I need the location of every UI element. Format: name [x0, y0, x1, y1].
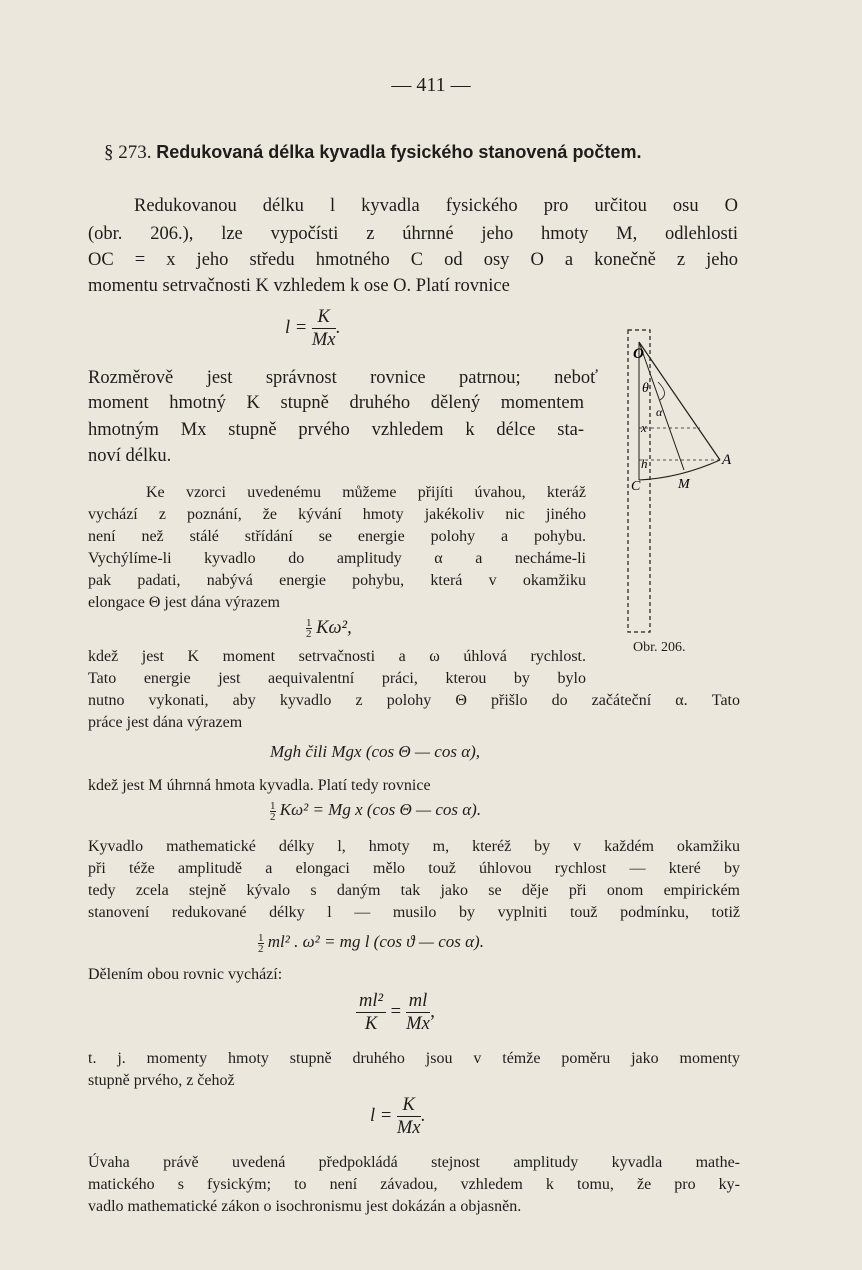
text-line: Kyvadlo mathematické délky l, hmoty m, kteréž by v každém okamžiku — [88, 838, 740, 855]
text-line: elongace Θ jest dána výrazem — [88, 594, 280, 611]
text-line: Dělením obou rovnic vychází: — [88, 966, 283, 983]
text-line: hmotným Mx stupně prvého vzhledem k délce sta- — [88, 420, 584, 440]
text-line: při téže amplitudě a elongaci mělo touž úhlovou rychlost — které by — [88, 860, 740, 877]
section-heading — [104, 142, 641, 164]
label-h: h — [641, 456, 648, 471]
text-line: (obr. 206.), lze vypočísti z úhrnné jeho hmoty M, odlehlosti — [88, 224, 738, 244]
label-C: C — [631, 479, 641, 494]
equation-result: l = $\frac{K}{Mx}$ . — [370, 1095, 426, 1138]
text-line: momentu setrvačnosti K vzhledem k ose O. Platí rovnice — [88, 276, 510, 296]
label-alpha: α — [656, 405, 663, 419]
text-line: kdež jest K moment setrvačnosti a ω úhlová rychlost. — [88, 648, 586, 665]
text-line: Redukovanou délku l kyvadla fysického pro určitou osu O — [134, 196, 738, 216]
label-O: O — [633, 346, 644, 362]
text-line: Rozměrově jest správnost rovnice patrnou; neboť — [88, 368, 598, 388]
equation-reduced-length: l = $\frac{K}{Mx}$ . — [285, 307, 341, 350]
text-line: matického s fysickým; to není závadou, vzhledem k tomu, že pro ky- — [88, 1176, 740, 1193]
text-line: kdež jest M úhrnná hmota kyvadla. Platí tedy rovnice — [88, 777, 431, 794]
label-A: A — [722, 452, 732, 468]
page-number: — 411 — — [391, 74, 471, 96]
text-line: t. j. momenty hmoty stupně druhého jsou v témže poměru jako momenty — [88, 1050, 740, 1067]
label-x: x — [641, 420, 647, 435]
text-line: vadlo mathematické zákon o isochronismu jest dokázán a objasněn. — [88, 1198, 522, 1215]
equation-energy-balance: $\frac{1}{2}$ Kω² = Mg x (cos Θ — cos α). — [270, 799, 482, 823]
alpha-arc — [658, 382, 665, 400]
equation-math-pendulum: $\frac{1}{2}$ ml² . ω² = mg l (cos ϑ — cos α). — [258, 931, 484, 955]
equation-ratio: $\frac{\text{ml²}}{K}$ = $\frac{ml}{Mx}$ , — [356, 990, 435, 1035]
pendulum-line-A — [639, 342, 720, 460]
text-line: moment hmotný K stupně druhého dělený momentem — [88, 393, 584, 413]
section-number: § 273. — [104, 142, 152, 163]
text-line: tedy zcela stejně kývalo s daným tak jako se děje při onom empirickém — [88, 882, 740, 899]
text-line: stupně prvého, z čehož — [88, 1072, 235, 1089]
text-line: práce jest dána výrazem — [88, 714, 243, 731]
text-line: stanovení redukované délky l — musilo by vyplniti touž podmínku, totiž — [88, 904, 740, 921]
section-title: Redukovaná délka kyvadla fysického stanovená počtem. — [156, 142, 642, 162]
equation-work: Mgh čili Mgx (cos Θ — cos α), — [270, 742, 481, 761]
pendulum-figure — [600, 320, 750, 640]
text-line: OC = x jeho středu hmotného C od osy O a konečně z jeho — [88, 250, 738, 270]
equation-kinetic-energy: $\frac{1}{2}$ Kω², — [306, 617, 352, 641]
label-M: M — [678, 477, 690, 492]
text-line: pak padati, nabývá energie pohybu, která v okamžiku — [88, 572, 586, 589]
text-line: Úvaha právě uvedená předpokládá stejnost amplitudy kyvadla mathe- — [88, 1154, 740, 1171]
label-theta: θ — [642, 381, 649, 396]
text-line: vychází z poznání, že kývání hmoty jakékoliv nic jiného — [88, 506, 586, 523]
text-line: noví délku. — [88, 446, 172, 466]
text-line: nutno vykonati, aby kyvadlo z polohy Θ přišlo do začáteční α. Tato — [88, 692, 740, 709]
text-line: Ke vzorci uvedenému můžeme přijíti úvahou, kteráž — [146, 484, 586, 501]
figure-caption: Obr. 206. — [633, 640, 686, 655]
text-line: není než stálé střídání se energie polohy a pohybu. — [88, 528, 586, 545]
text-line: Tato energie jest aequivalentní práci, kterou by bylo — [88, 670, 586, 687]
text-line: Vychýlíme-li kyvadlo do amplitudy α a necháme-li — [88, 550, 586, 567]
